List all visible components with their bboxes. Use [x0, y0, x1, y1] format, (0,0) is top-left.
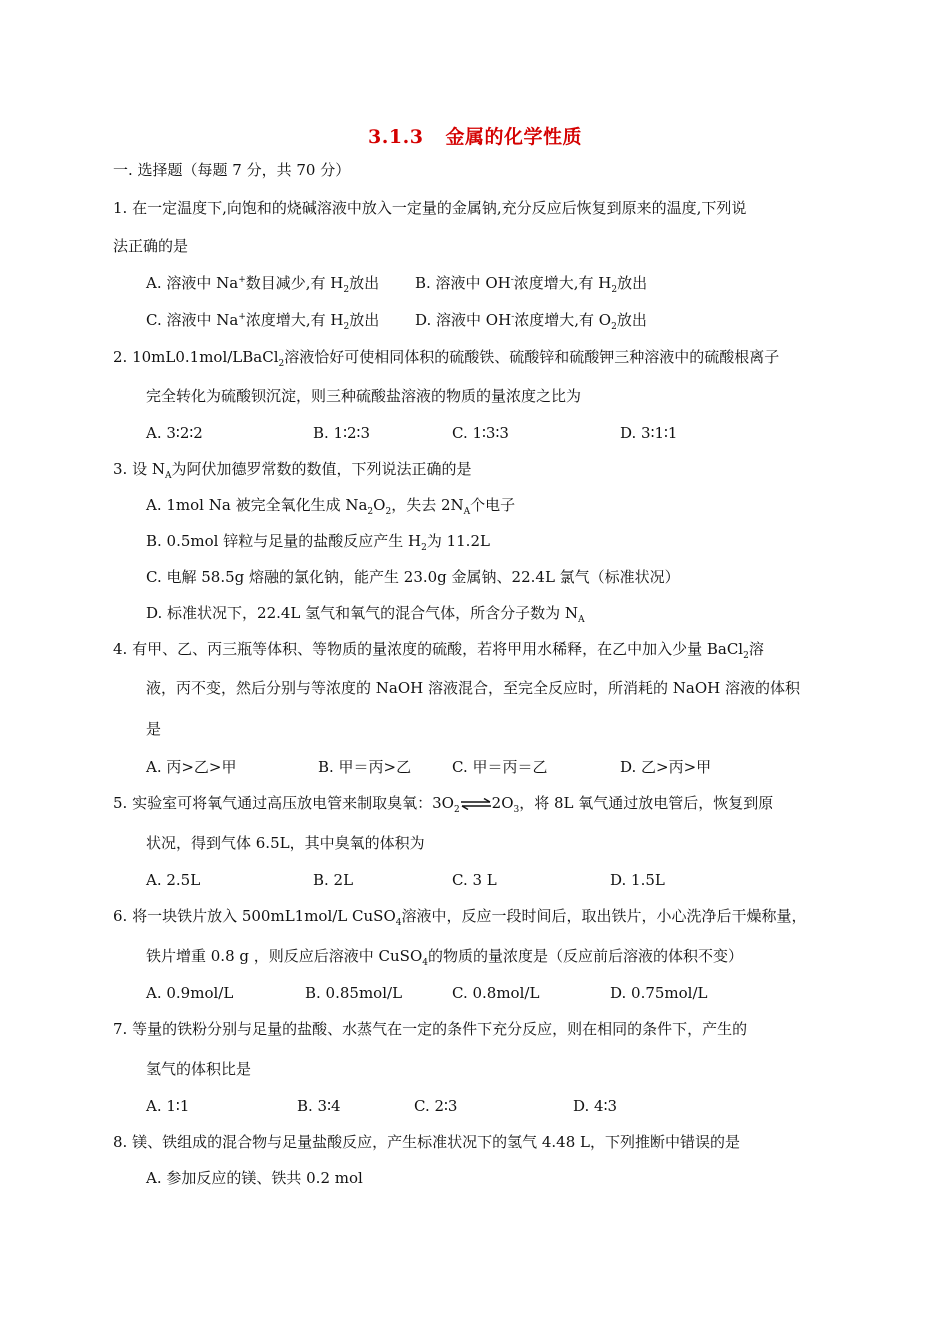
q5-option-b: B. 2L — [313, 871, 354, 889]
q5-option-c: C. 3 L — [452, 871, 497, 889]
q1-option-a: A. 溶液中 Na+数目减少,有 $H_2$放出 — [146, 274, 380, 295]
q4-option-d: D. 乙>丙>甲 — [620, 758, 712, 776]
q5-stem-line1: 5. 实验室可将氧气通过高压放电管来制取臭氧：$3O_2$ $2O_3$，将 8L 氧气通过放电管后，恢复到原 — [113, 794, 774, 815]
q5-option-a: A. 2.5L — [146, 871, 201, 889]
q3-option-d: D. 标准状况下，22.4L 氢气和氧气的混合气体，所含分子数为 $N_A$ — [146, 604, 585, 625]
page-title — [0, 122, 950, 149]
q3-stem: 3. 设 $N_A$为阿伏加德罗常数的数值，下列说法正确的是 — [113, 460, 472, 481]
q2-stem-line1: 2. 10mL0.1mol/LBaCl$_2$溶液恰好可使相同体积的硫酸铁、硫酸锌和硫酸钾三种溶液中的硫酸根离子 — [113, 348, 780, 369]
q2-option-c: C. 1∶3∶3 — [452, 424, 509, 442]
q3-option-c: C. 电解 58.5g 熔融的氯化钠，能产生 23.0g 金属钠、22.4L 氯气（标准状况） — [146, 568, 680, 586]
q5-option-d: D. 1.5L — [610, 871, 665, 889]
section-heading: 一. 选择题（每题 7 分，共 70 分） — [113, 161, 351, 179]
q6-option-d: D. 0.75mol/L — [610, 984, 708, 1002]
q1-option-d: D. 溶液中 OH-浓度增大,有 $O_2$放出 — [415, 311, 647, 332]
q1-stem-line1: 1. 在一定温度下,向饱和的烧碱溶液中放入一定量的金属钠,充分反应后恢复到原来的温度,下列说 — [113, 199, 747, 217]
q4-stem-line1: 4. 有甲、乙、丙三瓶等体积、等物质的量浓度的硫酸，若将甲用水稀释，在乙中加入少量 BaCl$_2$溶 — [113, 640, 764, 661]
q4-stem-line3: 是 — [146, 720, 162, 738]
title-number: 3.1.3 — [368, 126, 424, 148]
q3-option-a: A. 1mol Na 被完全氧化生成 $Na_2O_2$，失去 $2N_A$个电子 — [146, 496, 516, 517]
q1-option-c: C. 溶液中 Na+浓度增大,有 $H_2$放出 — [146, 311, 380, 332]
q6-option-b: B. 0.85mol/L — [305, 984, 403, 1002]
q1-option-b: B. 溶液中 OH-浓度增大,有 $H_2$放出 — [415, 274, 648, 295]
q6-stem-line2: 铁片增重 0.8 g ，则反应后溶液中 CuSO$_4$的物质的量浓度是（反应前后溶液的体积不变） — [146, 947, 743, 968]
q7-option-c: C. 2∶3 — [414, 1097, 458, 1115]
q3-option-b: B. 0.5mol 锌粒与足量的盐酸反应产生 $H_2$为 11.2L — [146, 532, 490, 553]
q7-stem-line1: 7. 等量的铁粉分别与足量的盐酸、水蒸气在一定的条件下充分反应，则在相同的条件下，产生的 — [113, 1020, 748, 1038]
q2-option-b: B. 1∶2∶3 — [313, 424, 370, 442]
q2-stem-line2: 完全转化为硫酸钡沉淀，则三种硫酸盐溶液的物质的量浓度之比为 — [146, 387, 582, 405]
title-text: 金属的化学性质 — [445, 126, 582, 148]
q7-option-d: D. 4∶3 — [573, 1097, 618, 1115]
q5-stem-line2: 状况，得到气体 6.5L，其中臭氧的体积为 — [146, 834, 425, 852]
q7-option-a: A. 1∶1 — [146, 1097, 190, 1115]
q6-stem-line1: 6. 将一块铁片放入 500mL1mol/L CuSO$_4$溶液中，反应一段时间后，取出铁片，小心洗净后干燥称量， — [113, 907, 807, 928]
q6-option-c: C. 0.8mol/L — [452, 984, 540, 1002]
q4-option-c: C. 甲＝丙＝乙 — [452, 758, 548, 776]
q8-stem: 8. 镁、铁组成的混合物与足量盐酸反应，产生标准状况下的氢气 4.48 L，下列推断中错误的是 — [113, 1133, 740, 1151]
q2-option-d: D. 3∶1∶1 — [620, 424, 678, 442]
q4-option-b: B. 甲＝丙>乙 — [318, 758, 412, 776]
q7-option-b: B. 3∶4 — [297, 1097, 341, 1115]
q1-stem-line2: 法正确的是 — [113, 237, 189, 255]
q8-option-a: A. 参加反应的镁、铁共 0.2 mol — [146, 1169, 363, 1187]
q6-option-a: A. 0.9mol/L — [146, 984, 234, 1002]
q4-stem-line2: 液，丙不变，然后分别与等浓度的 NaOH 溶液混合，至完全反应时，所消耗的 NaOH 溶液的体积 — [146, 679, 800, 697]
q7-stem-line2: 氢气的体积比是 — [146, 1060, 252, 1078]
equilibrium-arrow-icon — [460, 798, 492, 810]
q4-option-a: A. 丙>乙>甲 — [146, 758, 237, 776]
q2-option-a: A. 3∶2∶2 — [146, 424, 203, 442]
